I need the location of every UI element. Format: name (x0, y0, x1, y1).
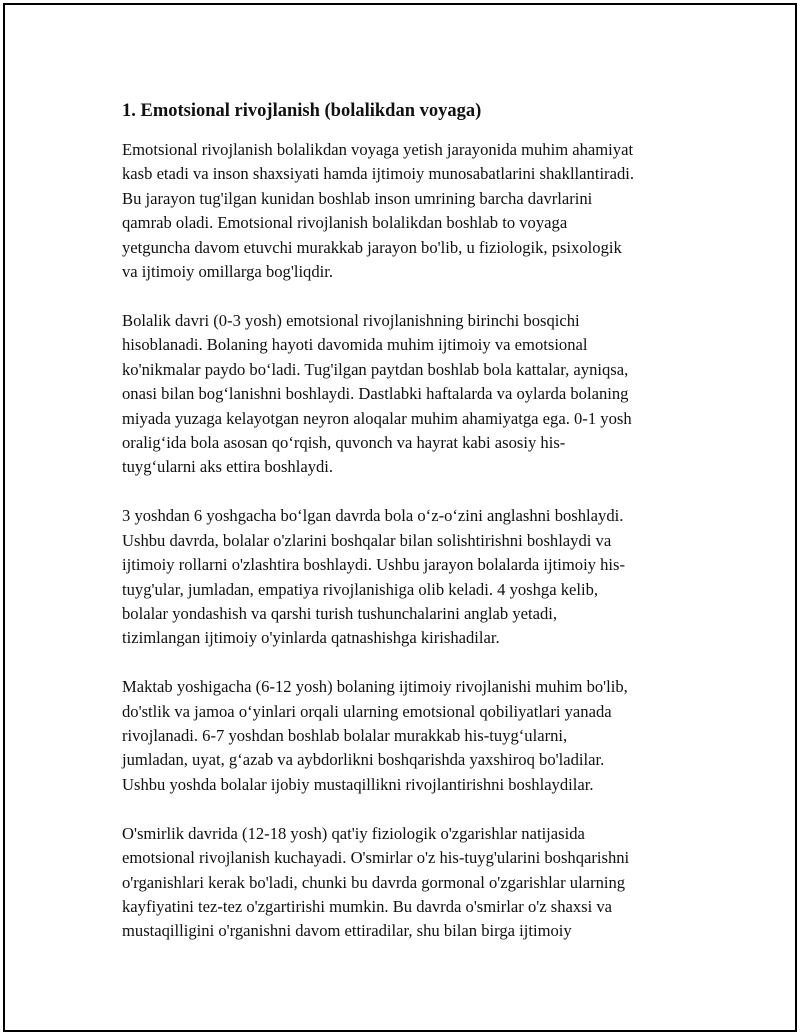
paragraph-5: O'smirlik davrida (12-18 yosh) qat'iy fiziologik o'zgarishlar natijasida emotsional rivojlanish kuchayadi. O'smirlar o'z his-tuyg'ularini boshqarishni o'rganishlari kerak bo'ladi, chunki bu davrda gormonal o'zgarishlar ularning kayfiyatini tez-tez o'zgartirishi mumkin. Bu davrda o'smirlar o'z shaxsi va mustaqilligini o'rganishni davom ettiradilar, shu bilan birga ijtimoiy (122, 823, 630, 941)
paragraph-1: Emotsional rivojlanish bolalikdan voyaga yetish jarayonida muhim ahamiyat kasb etadi va inson shaxsiyati hamda ijtimoiy munosabatlarini shakllantiradi. Bu jarayon tug'ilgan kunidan boshlab inson umrining barcha davrlarini qamrab oladi. Emotsional rivojlanish bolalikdan boshlab to voyaga yetguncha davom etuvchi murakkab jarayon bo'lib, u fiziologik, psixologik va ijtimoiy omillarga bog'liqdir. (122, 140, 634, 282)
paragraph-2: Bolalik davri (0-3 yosh) emotsional rivojlanishning birinchi bosqichi hisoblanadi. Bolaning hayoti davomida muhim ijtimoiy va emotsional ko'nikmalar paydo bo‘ladi. Tug'ilgan paytdan boshlab bola kattalar, ayniqsa, onasi bilan bog‘lanishni boshlaydi. Dastlabki haftalarda va oylarda bolaning miyada yuzaga kelayotgan neyron aloqalar muhim ahamiyatga ega. 0-1 yosh oralig‘ida bola asosan qo‘rqish, quvonch va hayrat kabi asosiy his- tuyg‘ularni aks ettira boshlaydi. (122, 310, 632, 477)
paragraph-4: Maktab yoshigacha (6-12 yosh) bolaning ijtimoiy rivojlanishi muhim bo'lib, do'stlik va jamoa o‘yinlari orqali ularning emotsional qobiliyatlari yanada rivojlanadi. 6-7 yoshdan boshlab bolalar murakkab his-tuyg‘ularni, jumladan, uyat, g‘azab va aybdorlikni boshqarishda yaxshiroq bo'ladilar. Ushbu yoshda bolalar ijobiy mustaqillikni rivojlantirishni boshlaydilar. (122, 677, 628, 794)
paragraph-3: 3 yoshdan 6 yoshgacha bo‘lgan davrda bola o‘z-o‘zini anglashni boshlaydi. Ushbu davrda, bolalar o'zlarini boshqalar bilan solishtirishni boshlaydi va ijtimoiy rollarni o'zlashtira boshlaydi. Ushbu jarayon bolalarda ijtimoiy his- tuyg'ular, jumladan, empatiya rivojlanishiga olib keladi. 4 yoshga kelib, bolalar yondashish va qarshi turish tushunchalarini anglab yetadi, tizimlangan ijtimoiy o'yinlarda qatnashishga kirishadilar. (122, 506, 626, 648)
document-body (122, 98, 722, 968)
page-frame (3, 3, 797, 1032)
section-heading: 1. Emotsional rivojlanish (bolalikdan voyaga) (122, 101, 482, 121)
